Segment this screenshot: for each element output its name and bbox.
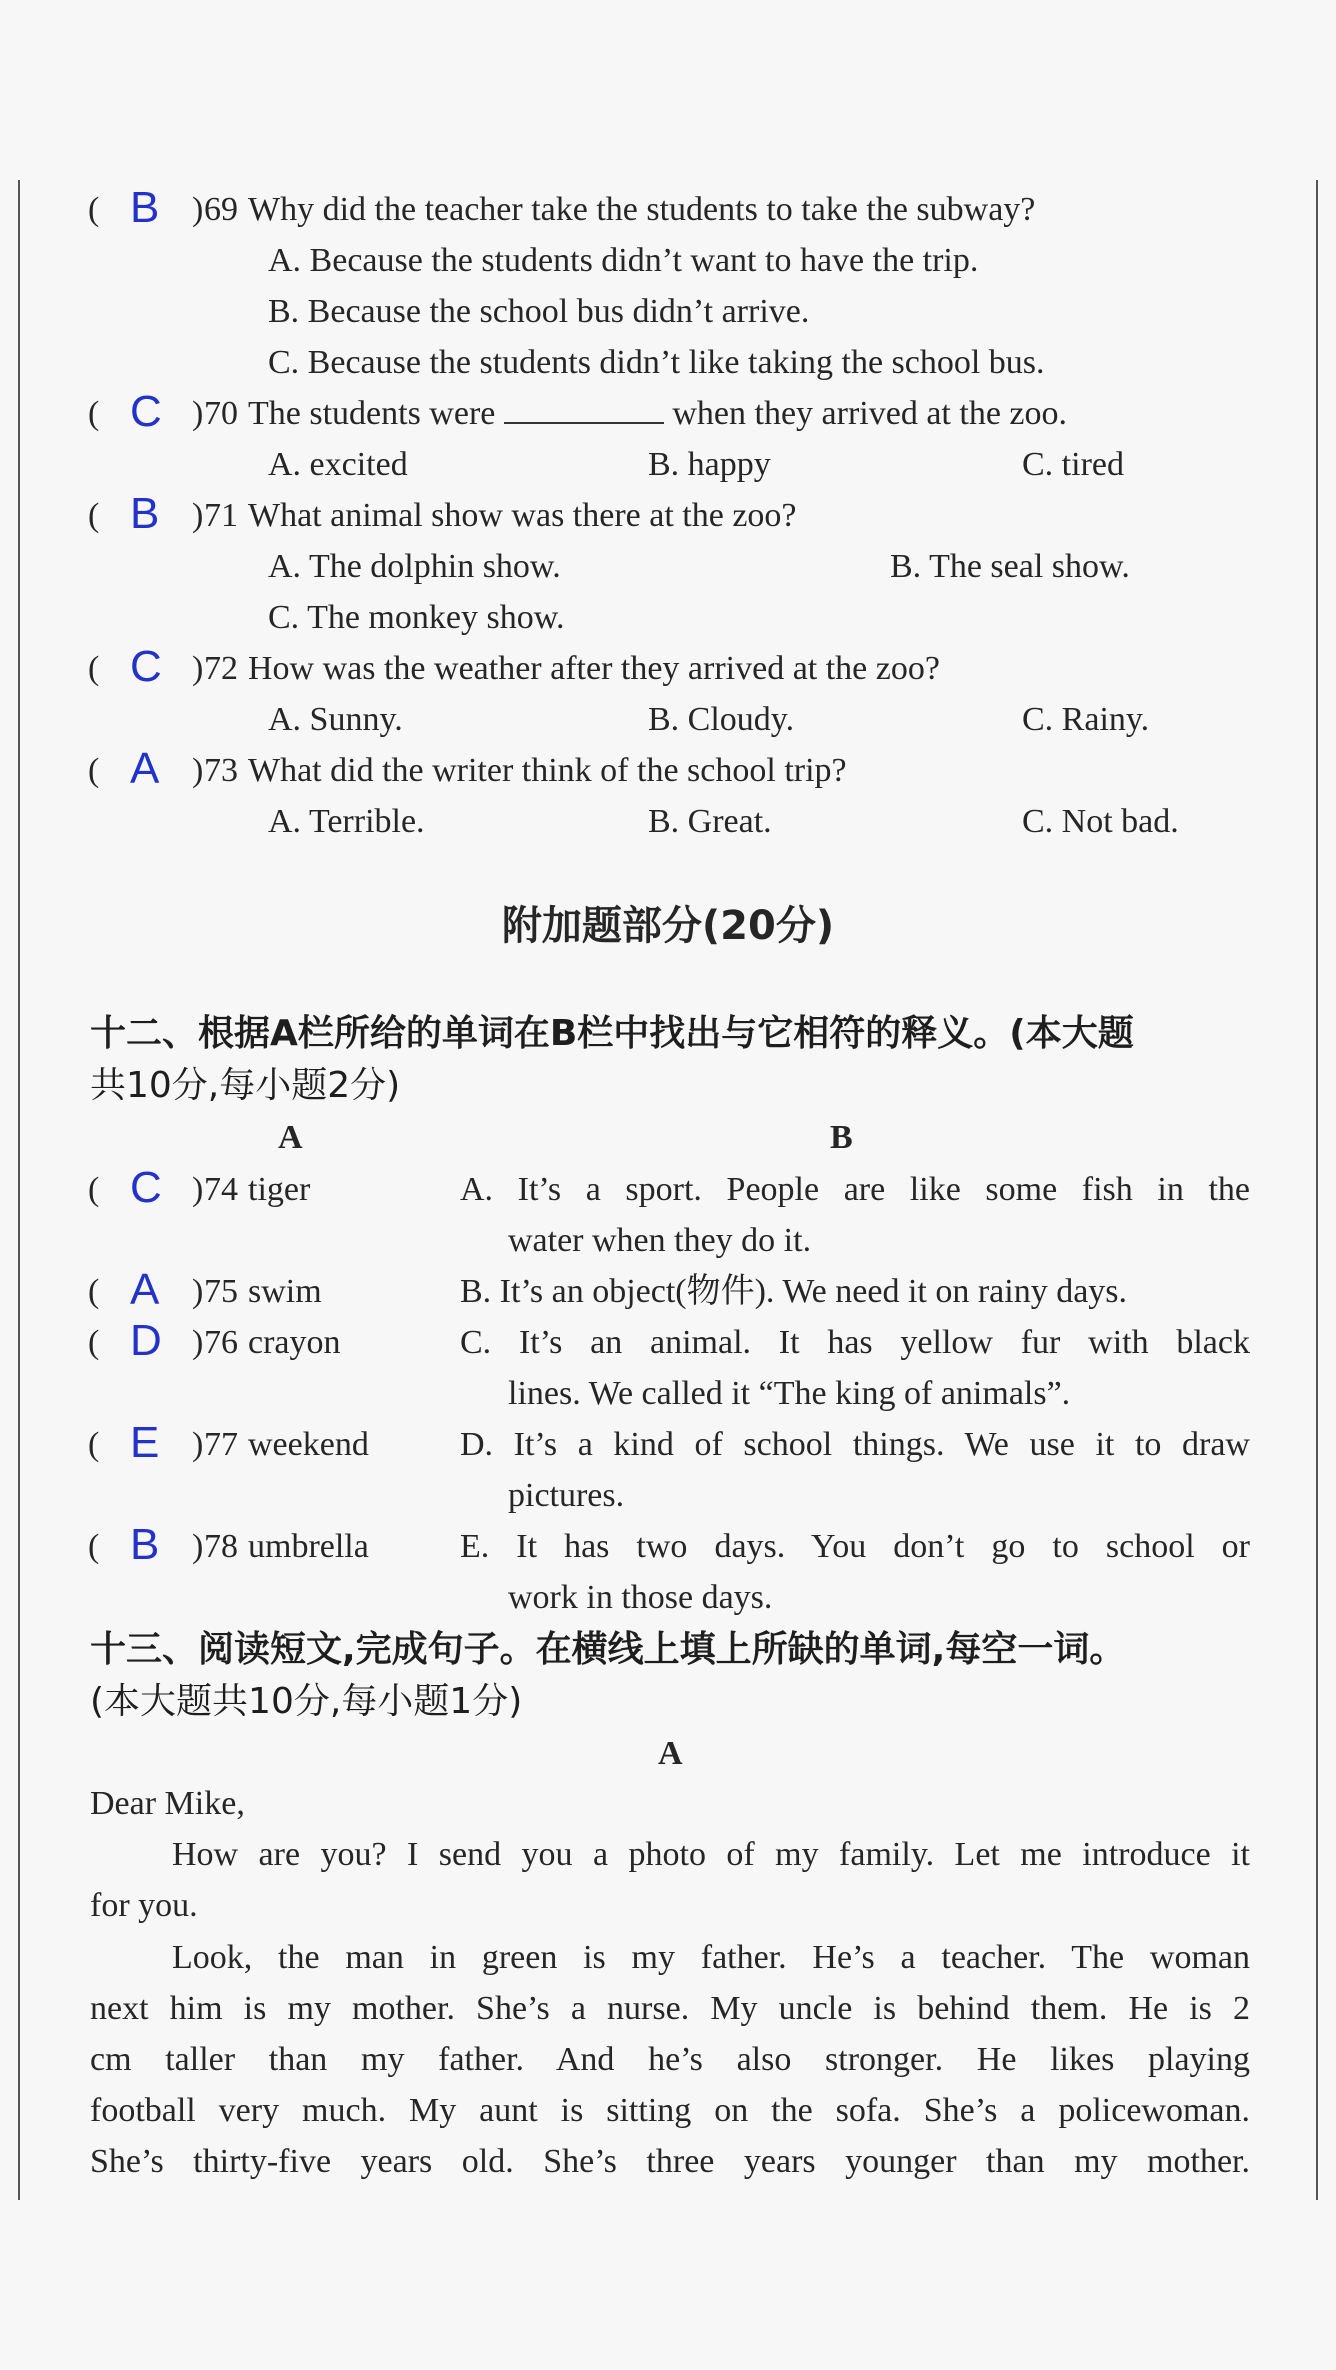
answer-78: B	[130, 1520, 160, 1569]
definition-line: work in those days.	[508, 1579, 773, 1616]
definition-line: lines. We called it “The king of animals”.	[508, 1375, 1071, 1412]
paren-open: (	[88, 497, 100, 534]
paren-open: (	[88, 1528, 100, 1565]
stem-after-blank: when they arrived at the zoo.	[672, 395, 1067, 432]
paren-close: )	[192, 1324, 204, 1361]
item-word: umbrella	[248, 1528, 369, 1565]
paren-open: (	[88, 752, 100, 789]
answer-76: D	[130, 1316, 162, 1365]
answer-77: E	[130, 1418, 160, 1467]
question-number: 69	[204, 191, 238, 228]
paren-close: )	[192, 191, 204, 228]
paragraph-line: for you.	[90, 1887, 198, 1924]
paragraph-line: She’s thirty-five years old. She’s three years younger than my mother.	[90, 2143, 1250, 2180]
right-margin-rule	[1316, 180, 1318, 2200]
definition-line: D. It’s a kind of school things. We use it to draw	[460, 1426, 1250, 1463]
item-word: tiger	[248, 1171, 311, 1208]
option-c: C. The monkey show.	[268, 599, 565, 636]
question-number: 72	[204, 650, 238, 687]
paren-close: )	[192, 395, 204, 432]
part12-title-line1: 十二、根据A栏所给的单词在B栏中找出与它相符的释义。(本大题	[90, 1013, 1134, 1054]
paren-close: )	[192, 1273, 204, 1310]
item-number: 75	[204, 1273, 238, 1310]
letter-salutation: Dear Mike,	[90, 1785, 245, 1822]
definition-line: E. It has two days. You don’t go to school or	[460, 1528, 1250, 1565]
option-a: A. Sunny.	[268, 701, 403, 738]
option-a: A. Because the students didn’t want to have the trip.	[268, 242, 979, 279]
stem-before-blank: The students were	[248, 395, 496, 432]
paren-open: (	[88, 395, 100, 432]
item-word: swim	[248, 1273, 322, 1310]
answer-75: A	[130, 1265, 160, 1314]
option-c: C. Because the students didn’t like taking the school bus.	[268, 344, 1045, 381]
question-stem: How was the weather after they arrived at the zoo?	[248, 650, 940, 687]
section-title: 附加题部分(20分)	[501, 903, 835, 949]
answer-69: B	[130, 183, 160, 232]
paren-open: (	[88, 1426, 100, 1463]
paren-open: (	[88, 650, 100, 687]
question-number: 70	[204, 395, 238, 432]
answer-70: C	[130, 387, 162, 436]
option-b: B. happy	[648, 446, 771, 483]
option-a: A. The dolphin show.	[268, 548, 561, 585]
paren-open: (	[88, 191, 100, 228]
paren-close: )	[192, 497, 204, 534]
answer-74: C	[130, 1163, 162, 1212]
paragraph-line: cm taller than my father. And he’s also stronger. He likes playing	[90, 2041, 1250, 2078]
item-word: weekend	[248, 1426, 369, 1463]
paren-open: (	[88, 1324, 100, 1361]
left-margin-rule	[18, 180, 20, 2200]
answer-blank	[504, 396, 664, 424]
paren-close: )	[192, 1426, 204, 1463]
answer-73: A	[130, 744, 160, 793]
option-c: C. tired	[1022, 446, 1124, 483]
answer-71: B	[130, 489, 160, 538]
paragraph-line: How are you? I send you a photo of my family. Let me introduce it	[172, 1836, 1250, 1873]
option-a: A. excited	[268, 446, 408, 483]
option-a: A. Terrible.	[268, 803, 425, 840]
question-stem: Why did the teacher take the students to take the subway?	[248, 191, 1036, 228]
part13-title-line2: (本大题共10分,每小题1分)	[90, 1681, 523, 1722]
column-a-header: A	[278, 1119, 303, 1156]
item-number: 78	[204, 1528, 238, 1565]
paren-open: (	[88, 1171, 100, 1208]
question-stem	[248, 394, 1067, 434]
question-stem: What animal show was there at the zoo?	[248, 497, 797, 534]
definition-line: C. It’s an animal. It has yellow fur with black	[460, 1324, 1250, 1361]
definition-line: pictures.	[508, 1477, 625, 1514]
question-stem: What did the writer think of the school trip?	[248, 752, 847, 789]
question-number: 71	[204, 497, 238, 534]
option-b: B. Because the school bus didn’t arrive.	[268, 293, 810, 330]
item-number: 77	[204, 1426, 238, 1463]
question-number: 73	[204, 752, 238, 789]
paren-close: )	[192, 1171, 204, 1208]
part12-title-line2: 共10分,每小题2分)	[90, 1065, 401, 1106]
option-c: C. Not bad.	[1022, 803, 1179, 840]
paragraph-line: Look, the man in green is my father. He’s a teacher. The woman	[172, 1939, 1250, 1976]
option-c: C. Rainy.	[1022, 701, 1150, 738]
option-b: B. Great.	[648, 803, 772, 840]
paren-close: )	[192, 650, 204, 687]
item-number: 74	[204, 1171, 238, 1208]
definition-line: B. It’s an object(物件). We need it on rainy days.	[460, 1273, 1128, 1310]
option-b: B. The seal show.	[890, 548, 1130, 585]
item-number: 76	[204, 1324, 238, 1361]
item-word: crayon	[248, 1324, 341, 1361]
paragraph-line: next him is my mother. She’s a nurse. My uncle is behind them. He is 2	[90, 1990, 1250, 2027]
paren-close: )	[192, 752, 204, 789]
paren-open: (	[88, 1273, 100, 1310]
part13-title-line1: 十三、阅读短文,完成句子。在横线上填上所缺的单词,每空一词。	[90, 1629, 1126, 1670]
paren-close: )	[192, 1528, 204, 1565]
definition-line: water when they do it.	[508, 1222, 812, 1259]
option-b: B. Cloudy.	[648, 701, 795, 738]
column-b-header: B	[830, 1119, 853, 1156]
paragraph-line: football very much. My aunt is sitting on the sofa. She’s a policewoman.	[90, 2092, 1250, 2129]
answer-72: C	[130, 642, 162, 691]
definition-line: A. It’s a sport. People are like some fish in the	[460, 1171, 1250, 1208]
passage-label: A	[658, 1735, 683, 1772]
